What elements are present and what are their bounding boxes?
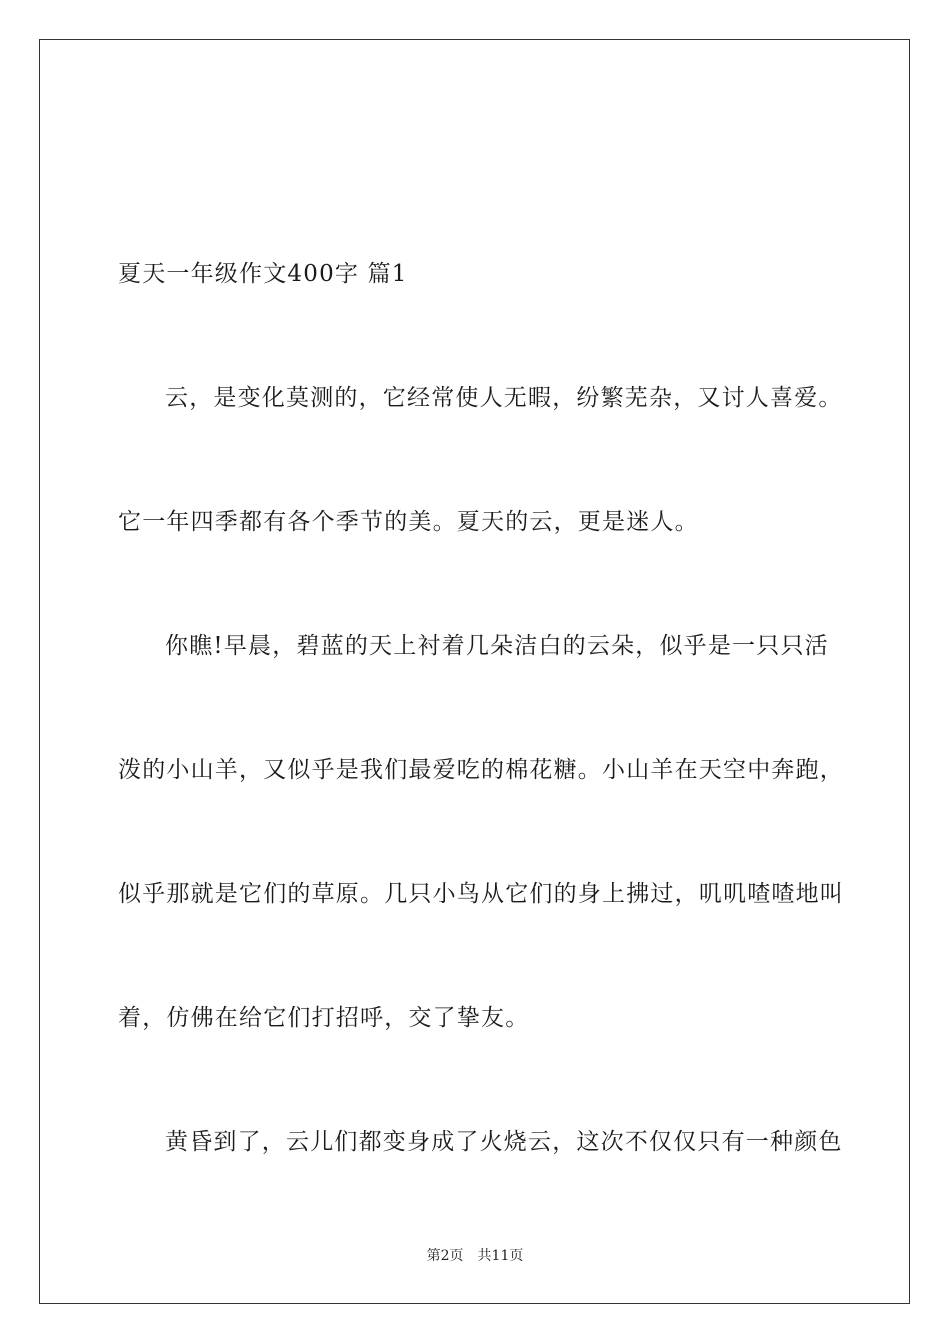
paragraph-line: 你瞧!早晨，碧蓝的天上衬着几朵洁白的云朵，似乎是一只只活 [165,633,829,659]
paragraph-line: 似乎那就是它们的草原。几只小鸟从它们的身上拂过，叽叽喳喳地叫 [118,881,844,907]
paragraph-line: 泼的小山羊，又似乎是我们最爱吃的棉花糖。小山羊在天空中奔跑， [118,757,844,783]
paragraph-line: 它一年四季都有各个季节的美。夏天的云，更是迷人。 [118,509,699,535]
page-number: 第2页 [426,1248,464,1264]
page-footer [0,1246,950,1266]
paragraph-line: 黄昏到了，云儿们都变身成了火烧云，这次不仅仅只有一种颜色 [165,1129,843,1155]
essay-heading: 夏天一年级作文400字 篇1 [118,261,408,287]
page-border [39,39,910,1304]
page-total: 共11页 [477,1248,524,1264]
paragraph-line: 着，仿佛在给它们打招呼，交了挚友。 [118,1005,530,1031]
paragraph-line: 云，是变化莫测的，它经常使人无暇，纷繁芜杂，又讨人喜爱。 [165,385,843,411]
